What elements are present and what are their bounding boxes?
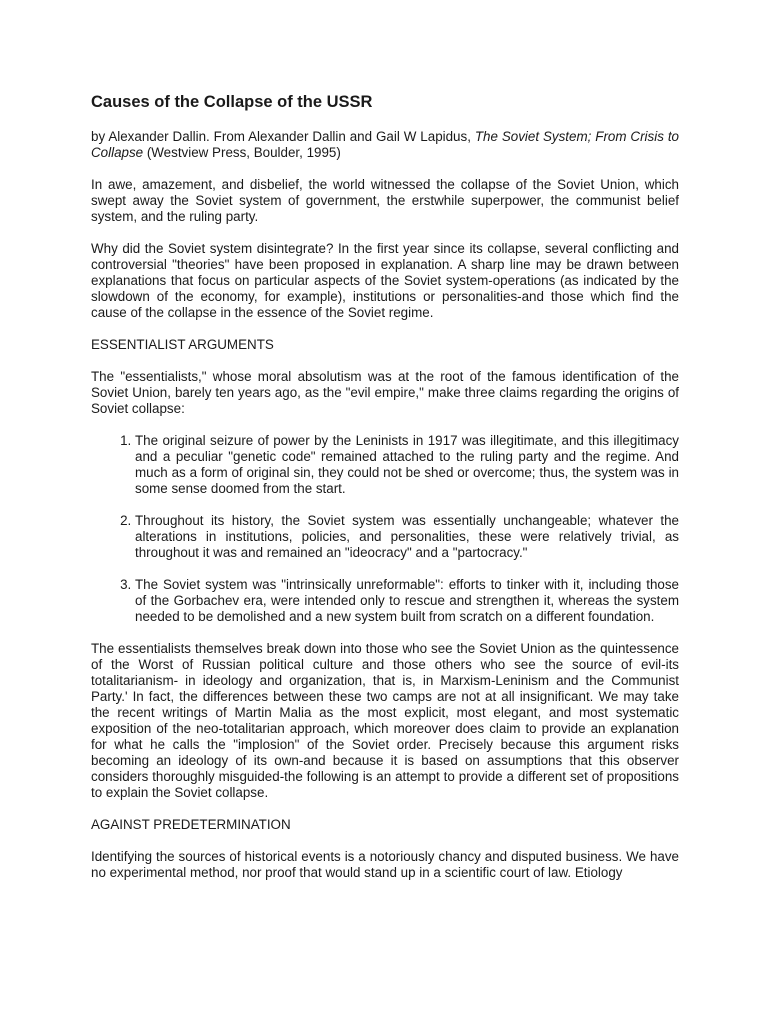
byline-prefix: by Alexander Dallin. From Alexander Dallin and Gail W Lapidus,: [91, 129, 475, 144]
paragraph-question: Why did the Soviet system disintegrate? In the first year since its collapse, several conflicting and controversial "theories" have been proposed in explanation. A sharp line may be drawn between explanations that focus on particular aspects of the Soviet system-operations (as indicated by the slowdown of the economy, for example), institutions or personalities-and those which find the cause of the collapse in the essence of the Soviet regime.: [91, 241, 679, 320]
list-item: 2. Throughout its history, the Soviet system was essentially unchangeable; whatever the alterations in institutions, policies, and personalities, these were relatively trivial, as throughout it was and remained an "ideocracy" and a "partocracy.": [135, 513, 679, 561]
paragraph-identifying: Identifying the sources of historical events is a notoriously chancy and disputed business. We have no experimental method, nor proof that would stand up in a scientific court of law. Etiology: [91, 849, 679, 880]
byline-suffix: (Westview Press, Boulder, 1995): [143, 145, 341, 160]
book-title: The Soviet System; From Crisis to Collapse: [91, 129, 679, 160]
paragraph-intro: In awe, amazement, and disbelief, the world witnessed the collapse of the Soviet Union, which swept away the Soviet system of government, the erstwhile superpower, the communist belief system, and the ruling party.: [91, 177, 679, 224]
list-item: 1. The original seizure of power by the Leninists in 1917 was illegitimate, and this illegitimacy and a peculiar "genetic code" remained attached to the ruling party and the regime. And much as a form of original sin, they could not be shed or overcome; thus, the system was in some sense doomed from the start.: [135, 433, 679, 497]
paragraph-camps: The essentialists themselves break down into those who see the Soviet Union as the quintessence of the Worst of Russian political culture and those others who see the source of evil-its totalitarianism- in ideology and organization, that is, in Marxism-Leninism and the Communist Party.' In fact, the differences between these two camps are not at all insignificant. We may take the recent writings of Martin Malia as the most explicit, most elegant, and most systematic exposition of the neo-totalitarian approach, which moreover does claim to provide an explanation for what he calls the "implosion" of the Soviet order. Precisely because this argument risks becoming an ideology of its own-and because it is based on assumptions that this observer considers thoroughly misguided-the following is an attempt to provide a different set of propositions to explain the Soviet collapse.: [91, 641, 679, 800]
paragraph-essentialists: The "essentialists," whose moral absolutism was at the root of the famous identification of the Soviet Union, barely ten years ago, as the "evil empire," make three claims regarding the origins of Soviet collapse:: [91, 369, 679, 416]
section-heading-essentialist: ESSENTIALIST ARGUMENTS: [91, 337, 274, 352]
claims-list: [91, 433, 679, 625]
document-title: Causes of the Collapse of the USSR: [91, 93, 373, 111]
document-page: [91, 92, 679, 897]
list-item: 3. The Soviet system was "intrinsically unreformable": efforts to tinker with it, including those of the Gorbachev era, were intended only to rescue and strengthen it, whereas the system needed to be demolished and a new system built from scratch on a different foundation.: [135, 577, 679, 625]
section-heading-predetermination: AGAINST PREDETERMINATION: [91, 817, 291, 832]
byline: [91, 129, 679, 161]
